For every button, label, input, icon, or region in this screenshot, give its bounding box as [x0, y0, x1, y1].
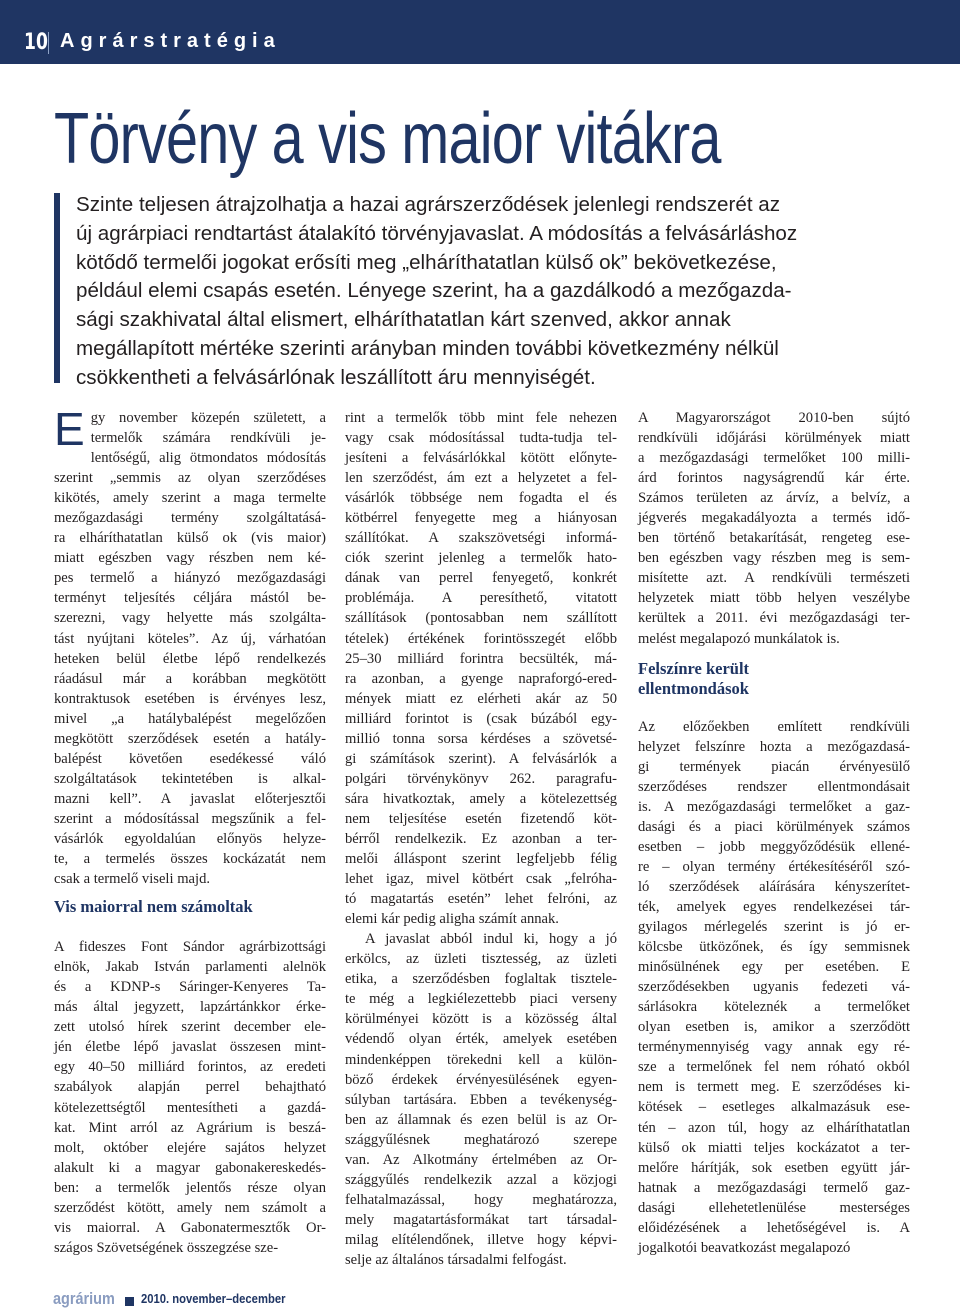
- text-line: megkötött szerződések esetén a hatály-: [54, 730, 326, 747]
- text-line: melőre hárítják, sok esetben együtt jár-: [638, 1159, 910, 1176]
- text-line: termelők számára rendkívüli je-: [90, 430, 326, 447]
- column-1-text-continued: [54, 937, 326, 1258]
- text-line: körülményei között is a közösség által: [345, 1011, 617, 1028]
- subhead-ellentmondasok: Felszínre került ellentmondások: [638, 658, 750, 698]
- text-line: egy 40–50 milliárd forintos, az eredeti: [54, 1059, 326, 1076]
- text-line: re – olyan termény értékesítéséről szó-: [638, 858, 910, 875]
- text-line: szerezni, vagy helyette más szolgálta-: [54, 610, 326, 627]
- lead-line: például elemi csapás esetén. Lényege szerint, ha a gazdálkodó a mezőgazda-: [76, 279, 792, 303]
- text-line: szabályok alapján perrel behajtható: [54, 1079, 326, 1096]
- text-line: heteken belül életbe lépő rendelkezés: [54, 650, 326, 667]
- text-line: ben történő betakarítását, rengeteg ese-: [638, 530, 910, 547]
- text-line: dának van perrel fenyegető, konkrét: [345, 570, 617, 587]
- text-line: gi számítások szerint). A felvásárlók a: [345, 750, 617, 767]
- text-line: gy november közepén született, a: [90, 410, 326, 426]
- text-line: böző érdekek érvényesülésének egyen-: [345, 1071, 617, 1088]
- text-line: van. Az Alkotmány értelmében az Or-: [345, 1151, 617, 1168]
- text-line: felhatalmazással, hogy meghatározza,: [345, 1191, 617, 1208]
- text-line: ték, amelyek egyes rendelkezései tár-: [638, 898, 910, 915]
- text-line: tén – azon túl, hogy az elháríthatatlan: [638, 1119, 910, 1136]
- text-line: is. A mezőgazdasági termelőket a gaz-: [638, 798, 910, 815]
- text-line: esetben – jobb meggyőződésük ellené-: [638, 838, 910, 855]
- column-3: [638, 408, 910, 1258]
- text-line: jesíteni a felvásárlókkal kötött előnyte-: [345, 450, 617, 467]
- text-line: kerültek a 2011. évi mezőgazdasági ter-: [638, 610, 910, 627]
- text-line: sára hivatkoztak, amely a kötelezettség: [345, 790, 617, 807]
- lead-accent-bar: [54, 193, 60, 383]
- text-line: rint a termelők több mint fele nehezen: [345, 410, 617, 426]
- text-line: gyilagos mérlegelés szerint is jó er-: [638, 919, 910, 936]
- text-line: balépést követően esedékessé váló: [54, 750, 326, 767]
- text-line: minősülnének egy per esetében. E: [638, 959, 910, 976]
- text-line: jén életbe lépő javaslat összesen mint-: [54, 1039, 326, 1056]
- text-line: dasági ellehetetlenülése mesterséges: [638, 1199, 910, 1216]
- text-line: sze a termelőnek fel nem róható okból: [638, 1059, 910, 1076]
- text-line: nem is termett meg. E szerződéses ki-: [638, 1079, 910, 1096]
- text-line: terménymennyiség vagy annak egy ré-: [638, 1039, 910, 1056]
- text-line: te, a termelés összes kockázatát nem: [54, 851, 326, 868]
- text-line: szerződést kötött, amely nem számolt a: [54, 1199, 326, 1216]
- text-line: vásárlók többsége nem fogadta el és: [345, 490, 617, 507]
- text-line: védendő olyan érték, amelyek esetében: [345, 1031, 617, 1048]
- text-line: Az előzőekben említett rendkívüli: [638, 718, 910, 735]
- text-line: gi termények piacán érvényesülő: [638, 758, 910, 775]
- text-line: mazni kell”. A javaslat előterjesztői: [54, 790, 326, 807]
- text-line: előidézésének a lehetőségével is. A: [638, 1219, 910, 1236]
- text-line: mezőgazdasági termény szolgáltatásá-: [54, 510, 326, 527]
- text-line: olyan esetben is, amikor a szerződött: [638, 1019, 910, 1036]
- column-3-text-continued: [638, 717, 910, 1258]
- text-line: jogalkotói beavatkozást megalapozó: [638, 1239, 851, 1256]
- text-line: mindenképpen törekedni kell a külön-: [345, 1051, 617, 1068]
- text-line: misítette azt. A rendkívüli természeti: [638, 570, 910, 587]
- text-line: helyzet felszínre hozta a mezőgazdasá-: [638, 738, 910, 755]
- text-line: más által jegyzett, lapzártánkkor érke-: [54, 999, 326, 1016]
- text-line: elemi kár pedig aligha számít annak.: [345, 911, 559, 928]
- text-line: lehet igaz, mivel kötbért csak „felróha-: [345, 871, 617, 888]
- text-line: mivel „a hatálybalépést megelőzően: [54, 710, 326, 727]
- text-line: dasági és a piaci körülmények számos: [638, 818, 910, 835]
- text-line: tó magatartás esetén” lehet felróni, az: [345, 891, 617, 908]
- text-line: rendkívüli időjárási körülmények miatt: [638, 430, 910, 447]
- subhead-vis-maior: Vis maiorral nem számoltak: [54, 897, 253, 917]
- text-line: kötelezettségtől mentesítheti a gazdá-: [54, 1099, 326, 1116]
- text-line: szállítókat. A szakszövetségi informá-: [345, 530, 617, 547]
- text-line: A javaslat abból indul ki, hogy a jó: [365, 931, 617, 948]
- text-line: molt, október elejére sajátos helyzet: [54, 1139, 326, 1156]
- text-line: szerződésekben ugyanis fedezeti vá-: [638, 979, 910, 996]
- text-line: len szerződést, ám ezt a helyzetet a fel-: [345, 470, 617, 487]
- issue-date: 2010. november–december: [141, 1292, 286, 1306]
- text-line: ben: a termelők jelentős része olyan: [54, 1179, 326, 1196]
- lead-line: csökkentheti a felvásárlónak leszállított áru mennyiségét.: [76, 365, 596, 389]
- text-line: ráadásul már a korábban megkötött: [54, 670, 326, 687]
- lead-line: sági szakhivatal által elismert, elháríthatatlan kárt szenved, akkor annak: [76, 308, 731, 332]
- article-title: Törvény a vis maior vitákra: [54, 99, 721, 179]
- lead-line: Szinte teljesen átrajzolhatja a hazai agrárszerződések jelenlegi rendszerét az: [76, 193, 781, 216]
- text-line: kötbérrel fenyegette meg a hiányosan: [345, 510, 617, 527]
- text-line: kat. Mint arról az Agrárium is beszá-: [54, 1119, 326, 1136]
- text-line: pes termelő a hiányzó mezőgazdasági: [54, 570, 326, 587]
- text-line: melői álláspont szerint legfeljebb félig: [345, 851, 617, 868]
- text-line: vásárlók egyoldalúan előnyös helyze-: [54, 830, 326, 847]
- text-line: tételek) értékének forintösszegét előbb: [345, 630, 617, 647]
- text-line: milliárd forintot is (csak búzából egy-: [345, 710, 617, 727]
- text-line: szállítások (pontosabban nem szállított: [345, 610, 617, 627]
- drop-cap: E: [54, 403, 85, 455]
- footer-square-icon: [125, 1297, 134, 1306]
- text-line: szággyűlésnek meghatározó szerepe: [345, 1131, 617, 1148]
- text-line: mely magatartásformákat tart társadal-: [345, 1211, 617, 1228]
- text-line: ben az államnak és ezen belül is az Or-: [345, 1111, 617, 1128]
- text-line: ben egészben vagy részben meg is sem-: [638, 550, 910, 567]
- column-3-text: [638, 408, 910, 649]
- text-line: szerződéses rendszer ellentmondásait: [638, 778, 910, 795]
- text-line: ra elháríthatatlan külső ok (vis maior): [54, 530, 326, 547]
- text-line: nem teljesítése esetén fizetendő köt-: [345, 810, 617, 827]
- text-line: te még a legkiélezettebb piaci verseny: [345, 991, 617, 1008]
- text-line: kikötés, amely szerint a maga termelte: [54, 490, 326, 507]
- text-line: vis maiorral. A Gabonatermesztők Or-: [54, 1219, 326, 1236]
- text-line: ciók szerint jelenleg a termelők hato-: [345, 550, 617, 567]
- text-line: polgári törvénykönyv 262. paragrafu-: [345, 770, 617, 787]
- text-line: problémája. A peresíthető, vitatott: [345, 590, 617, 607]
- text-line: melést megalapozó munkálatok is.: [638, 630, 840, 647]
- column-1: [54, 403, 326, 1258]
- text-line: a mezőgazdasági termelőket 100 milli-: [638, 450, 910, 467]
- lead-line: megállapított mértéke szerinti arányban minden további következmény nélkül: [76, 336, 779, 360]
- text-line: elnök, Jakab István parlamenti alelnök: [54, 959, 326, 976]
- text-line: etika, a szerződésben foglaltak tisztele-: [345, 971, 617, 988]
- text-line: és a KDNP-s Sáringer-Kenyeres Ta-: [54, 979, 326, 996]
- text-line: A Magyarországot 2010-ben sújtó: [638, 410, 910, 426]
- text-line: selje az általános társadalmi felfogást.: [345, 1251, 567, 1268]
- page-number: 10: [24, 30, 48, 55]
- column-2-text: [345, 408, 617, 1270]
- text-line: 25–30 milliárd forintra becsülték, má-: [345, 650, 617, 667]
- text-line: erkölcs, az üzleti tisztesség, az üzleti: [345, 951, 617, 968]
- text-line: helyzetek miatt több helyen veszélybe: [638, 590, 910, 607]
- lead-line: kötődő termelői jogokat erősíti meg „elháríthatatlan külső ok” bekövetkezése,: [76, 250, 777, 274]
- text-line: ló szerződések aláírására kényszerítet-: [638, 878, 910, 895]
- text-line: kontraktusok esetében is érvényes lesz,: [54, 690, 326, 707]
- text-line: szerint „semmis az olyan szerződéses: [54, 470, 326, 487]
- text-line: mények miatt ez elérheti akár az 50: [345, 690, 617, 707]
- text-line: ra azonban, a gyenge napraforgó-ered-: [345, 670, 617, 687]
- text-line: hatnak a mezőgazdasági termelő gaz-: [638, 1179, 910, 1196]
- text-line: szolgáltatások tekintetében is alkal-: [54, 770, 326, 787]
- header-divider: [48, 32, 49, 54]
- text-line: lentőségű, alig ötmondatos módosítás: [90, 450, 326, 467]
- article-lead: [76, 191, 910, 393]
- text-line: alakult ki a magyar gabonakereskedés-: [54, 1159, 326, 1176]
- text-line: sárlásokra köteleznék a termelőket: [638, 999, 910, 1016]
- text-line: Számos területen az árvíz, a belvíz, a: [638, 490, 910, 507]
- text-line: millió tonna sorsa kérdéses a szövetsé-: [345, 730, 617, 747]
- text-line: szágos Szövetségének összegzése sze-: [54, 1239, 279, 1256]
- text-line: milag elítélendőnek, illetve hogy képvi-: [345, 1231, 617, 1248]
- text-line: vagy csak módosítással tudta-tudja tel-: [345, 430, 617, 447]
- text-line: külső ok miatti teljes kockázatot a ter-: [638, 1139, 910, 1156]
- text-line: kölcsbe ütközőnek, és így semmisnek: [638, 939, 910, 956]
- text-line: zett utolsó hírek szerint december ele-: [54, 1019, 326, 1036]
- text-line: tást nyújtani köteles”. Az új, várhatóan: [54, 630, 326, 647]
- text-line: jégverés megakadályozta a termés idő-: [638, 510, 910, 527]
- text-line: súlyban tartására. Ebben a tevékenység-: [345, 1091, 617, 1108]
- text-line: csak a termelő viseli majd.: [54, 871, 211, 888]
- magazine-logo: agrárium: [53, 1289, 115, 1308]
- text-line: miatt egészben vagy részben nem ké-: [54, 550, 326, 567]
- text-line: bérről rendelkezik. Ez azonban a ter-: [345, 830, 617, 847]
- lead-line: új agrárpiaci rendtartást átalakító törvényjavaslat. A módosítás a felvásárláshoz: [76, 221, 798, 245]
- text-line: terményt teljesítés céljára mástól be-: [54, 590, 326, 607]
- column-2: [345, 408, 617, 1270]
- section-title: Agrárstratégia: [60, 30, 281, 52]
- text-line: kötések – esetleges alkalmazásuk ese-: [638, 1099, 910, 1116]
- column-1-text: [54, 403, 326, 889]
- text-line: árd forintos nagyságrendű kár érte.: [638, 470, 910, 487]
- text-line: szerint a módosítással megszűnik a fel-: [54, 810, 326, 827]
- text-line: szággyűlés rendelkezik azzal a közjogi: [345, 1171, 617, 1188]
- text-line: A fideszes Font Sándor agrárbizottsági: [54, 939, 326, 956]
